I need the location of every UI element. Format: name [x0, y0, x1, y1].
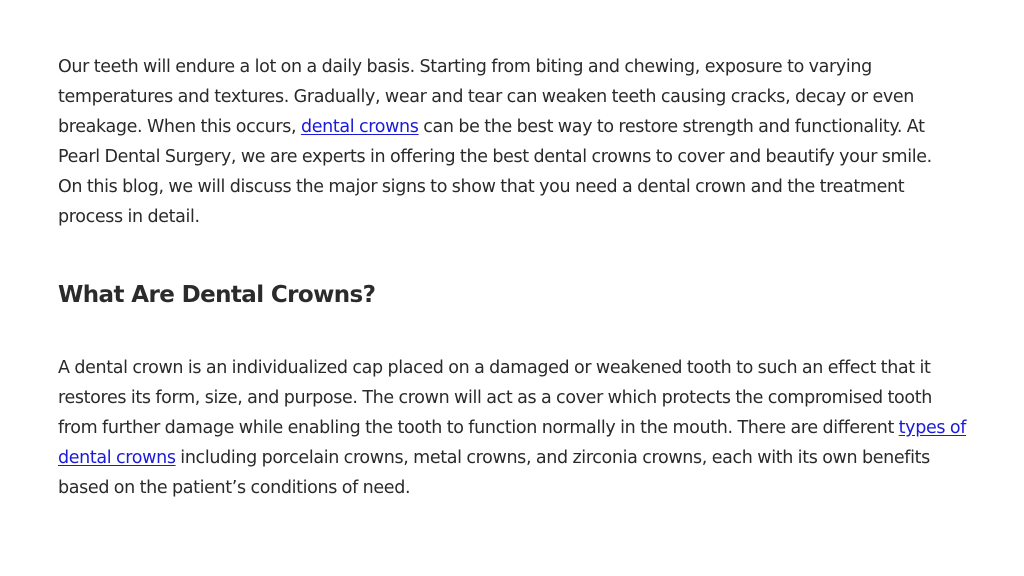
intro-text-after-link: can be the best way to restore strength and functionality. At Pearl Dental Surgery, we are experts in offering the best dental crowns to cover and beautify your smile. — [58, 117, 932, 167]
article-content — [58, 52, 968, 498]
intro-paragraph — [58, 52, 968, 232]
types-of-dental-crowns-link[interactable]: types of dental crowns — [58, 418, 967, 468]
section-heading: What Are Dental Crowns? — [58, 282, 376, 308]
intro-text-before-link: Our teeth will endure a lot on a daily basis. Starting from biting and chewing, exposure to varying temperatures and textures. Gradually, wear and tear can weaken teeth causing cracks, decay or even breakage. When this occurs, — [58, 57, 915, 137]
intro-blog-text: On this blog, we will discuss the major signs to show that you need a dental crown and the treatment process in detail. — [58, 177, 905, 227]
dental-crowns-link[interactable]: dental crowns — [300, 117, 419, 137]
section-text-before-link: A dental crown is an individualized cap placed on a damaged or weakened tooth to such an effect that it restores its form, size, and purpose. The crown will act as a cover which protects the compromised tooth from further damage while enabling the tooth to function normally in the mouth. There are different — [58, 358, 932, 438]
section-text-after-link: including porcelain crowns, metal crowns, and zirconia crowns, each with its own benefits based on the patient’s conditions of need. — [58, 448, 930, 498]
section-body-paragraph — [58, 353, 968, 503]
